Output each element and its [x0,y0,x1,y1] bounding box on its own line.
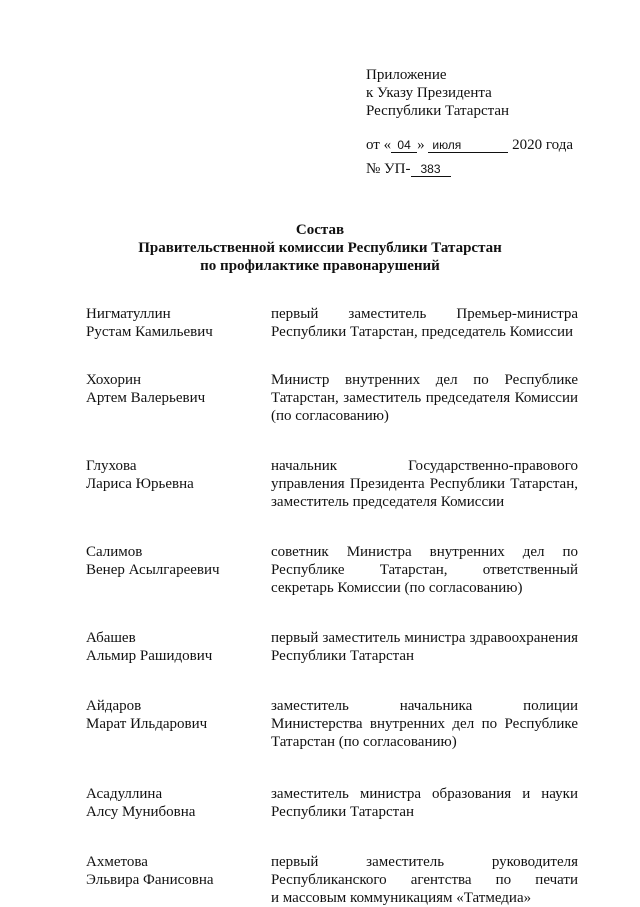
date-year: 2020 года [512,137,573,153]
member-row [86,457,580,511]
member-given-names: Лариса Юрьевна [86,476,194,492]
date-prefix: от « [366,137,392,153]
decree-number [366,160,616,178]
member-name [86,457,271,511]
appendix-line-2: к Указу Президента [366,85,492,101]
members-list [86,305,580,907]
member-row [86,697,580,751]
member-surname: Ахметова [86,854,148,870]
member-surname: Хохорин [86,372,141,388]
date-mid: » [417,137,425,153]
member-position-line: управления Президента Республики Татарстан, [271,476,578,492]
title-line-2: Правительственной комиссии Республики Татарстан [138,240,502,256]
member-given-names: Альмир Рашидович [86,648,213,664]
member-position-line: Республике Татарстан, ответственный [271,562,578,578]
title-line-3: по профилактике правонарушений [200,258,440,274]
member-position-line: Республики Татарстан [271,804,415,820]
member-row [86,629,580,665]
member-position [271,853,578,907]
member-position-line: советник Министра внутренних дел по [271,544,578,560]
member-name [86,629,271,665]
member-position [271,543,578,597]
member-name [86,853,271,907]
appendix-block [366,66,616,178]
member-given-names: Рустам Камильевич [86,324,213,340]
member-position-line: Республики Татарстан, председатель Комиссии [271,324,574,340]
member-name [86,305,271,341]
member-surname: Глухова [86,458,137,474]
member-name [86,371,271,425]
document-title [0,221,640,275]
member-surname: Асадуллина [86,786,163,802]
member-row [86,543,580,597]
date-day: 04 [391,138,417,153]
appendix-line-1: Приложение [366,67,447,83]
appendix-line-3: Республики Татарстан [366,103,510,119]
member-surname: Нигматуллин [86,306,171,322]
member-row [86,305,580,341]
member-position-line: Татарстан, заместитель председателя Комиссии [271,390,578,406]
number-value: 383 [411,162,451,177]
member-position-line: Татарстан (по согласованию) [271,734,457,750]
member-position [271,457,578,511]
member-row [86,853,580,907]
member-position-line: первый заместитель Премьер-министра [271,306,578,322]
member-position [271,697,578,751]
member-name [86,785,271,821]
member-row [86,371,580,425]
member-position-line: (по согласованию) [271,408,389,424]
member-position-line: и массовым коммуникациям «Татмедиа» [271,890,532,906]
title-line-1: Состав [295,222,345,238]
member-position [271,371,578,425]
member-position [271,305,578,341]
member-name [86,697,271,751]
date-month: июля [428,138,508,153]
member-given-names: Эльвира Фанисовна [86,872,214,888]
member-position-line: секретарь Комиссии (по согласованию) [271,580,523,596]
member-given-names: Артем Валерьевич [86,390,206,406]
member-position-line: начальник Государственно-правового [271,458,578,474]
member-position-line: первый заместитель руководителя [271,854,578,870]
member-surname: Айдаров [86,698,142,714]
member-position-line: Республики Татарстан [271,648,415,664]
member-position [271,785,578,821]
member-given-names: Алсу Мунибовна [86,804,196,820]
member-position-line: первый заместитель министра здравоохранения [271,630,578,646]
member-name [86,543,271,597]
member-row [86,785,580,821]
member-surname: Абашев [86,630,136,646]
member-position-line: Республиканского агентства по печати [271,872,578,888]
decree-date [366,136,616,154]
member-position-line: заместитель председателя Комиссии [271,494,505,510]
member-position-line: Министерства внутренних дел по Республике [271,716,578,732]
member-given-names: Марат Ильдарович [86,716,208,732]
member-position-line: Министр внутренних дел по Республике [271,372,578,388]
member-position-line: заместитель министра образования и науки [271,786,578,802]
number-prefix: № УП- [366,161,411,177]
member-given-names: Венер Асылгареевич [86,562,220,578]
member-position-line: заместитель начальника полиции [271,698,578,714]
member-surname: Салимов [86,544,143,560]
member-position [271,629,578,665]
